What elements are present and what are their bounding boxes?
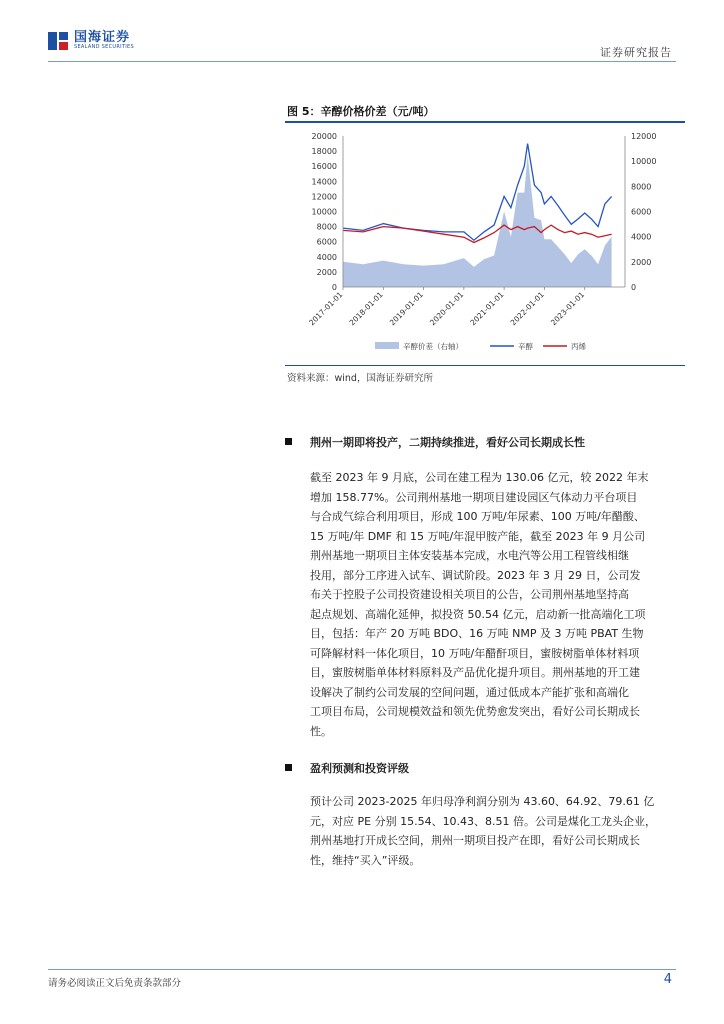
- footer-divider: [48, 969, 676, 970]
- octanol-line-series: [343, 144, 612, 241]
- figure-source: 资料来源：wind，国海证券研究所: [287, 373, 433, 384]
- company-logo: [48, 30, 134, 52]
- octanol-price-chart: [285, 124, 685, 364]
- figure-bottom-rule: [285, 365, 685, 366]
- x-tick-label: 2018-01-01: [347, 290, 385, 328]
- y-left-tick-label: 10000: [311, 207, 337, 217]
- x-tick-label: 2017-01-01: [307, 290, 345, 328]
- section-heading: 荆州一期即将投产，二期持续推进，看好公司长期成长性: [310, 436, 585, 449]
- spread-area-series: [343, 155, 612, 287]
- legend-swatch-spread: [375, 342, 399, 349]
- legend-label-propylene: 丙烯: [571, 342, 586, 351]
- legend-label-spread: 辛醇价差（右轴）: [403, 342, 463, 351]
- section-bullet-icon: [285, 764, 292, 771]
- paragraph-line: 设解决了制约公司发展的空间问题，通过低成本产能扩张和高端化: [310, 685, 629, 699]
- paragraph-line: 截至 2023 年 9 月底，公司在建工程为 130.06 亿元，较 2022 年末: [310, 471, 649, 484]
- page-number: 4: [663, 972, 672, 987]
- y-right-tick-label: 2000: [631, 257, 652, 267]
- paragraph-line: 可降解材料一体化项目，10 万吨/年醋酐项目，蜜胺树脂单体材料项: [310, 646, 640, 660]
- y-left-tick-label: 16000: [311, 162, 337, 172]
- paragraph-line: 投用，部分工序进入试车、调试阶段。2023 年 3 月 29 日，公司发: [310, 568, 641, 582]
- paragraph-line: 元，对应 PE 分别 15.54、10.43、8.51 倍。公司是煤化工龙头企业，: [310, 814, 657, 828]
- paragraph-line: 起点规划、高端化延伸，拟投资 50.54 亿元，启动新一批高端化工项: [310, 607, 646, 621]
- y-left-tick-label: 8000: [316, 222, 337, 232]
- y-left-tick-label: 4000: [316, 252, 337, 262]
- header-divider: [48, 61, 676, 62]
- page-header: [0, 0, 724, 64]
- paragraph-line: 性。: [310, 724, 332, 738]
- x-tick-label: 2022-01-01: [508, 290, 546, 328]
- legend-label-octanol: 辛醇: [518, 342, 533, 351]
- y-right-tick-label: 4000: [631, 232, 652, 242]
- paragraph-line: 荆州基地打开成长空间，荆州一期项目投产在即，看好公司长期成长: [310, 834, 640, 847]
- footer-disclaimer: 请务必阅读正文后免责条款部分: [48, 978, 182, 989]
- paragraph-line: 增加 158.77%。公司荆州基地一期项目建设园区气体动力平台项目: [310, 490, 638, 504]
- logo-icon: [48, 30, 70, 52]
- y-left-tick-label: 14000: [311, 177, 337, 187]
- logo-text-en: SEALAND SECURITIES: [74, 44, 134, 50]
- figure-top-rule: [285, 121, 685, 123]
- y-right-tick-label: 8000: [631, 182, 652, 192]
- propylene-line-series: [343, 225, 612, 242]
- y-right-tick-label: 12000: [631, 132, 657, 141]
- paragraph-line: 荆州基地一期项目主体安装基本完成，水电汽等公用工程管线相继: [310, 549, 629, 562]
- y-left-tick-label: 0: [331, 283, 337, 292]
- section-heading: 盈利预测和投资评级: [310, 762, 409, 775]
- paragraph-line: 目，蜜胺树脂单体材料原料及产品优化提升项目。荆州基地的开工建: [310, 666, 640, 679]
- section-bullet-icon: [285, 438, 292, 445]
- paragraph-line: 与合成气综合利用项目，形成 100 万吨/年尿素、100 万吨/年醋酸、: [310, 510, 645, 523]
- paragraph-line: 工项目布局，公司规模效益和领先优势愈发突出，看好公司长期成长: [310, 705, 640, 718]
- paragraph-line: 预计公司 2023-2025 年归母净利润分别为 43.60、64.92、79.61 亿: [310, 795, 655, 808]
- paragraph-line: 布关于控股子公司投资建设相关项目的公告，公司荆州基地坚持高: [310, 588, 629, 601]
- section-paragraph: [310, 792, 686, 870]
- y-right-tick-label: 0: [631, 283, 637, 292]
- paragraph-line: 性，维持“买入”评级。: [310, 853, 421, 867]
- y-right-tick-label: 10000: [631, 157, 657, 167]
- section-paragraph: [310, 468, 686, 741]
- paragraph-line: 15 万吨/年 DMF 和 15 万吨/年混甲胺产能，截至 2023 年 9 月公司: [310, 529, 646, 543]
- x-tick-label: 2021-01-01: [468, 290, 506, 328]
- x-tick-label: 2020-01-01: [428, 290, 466, 328]
- figure-title: 图 5：辛醇价格价差（元/吨）: [287, 105, 435, 118]
- y-left-tick-label: 20000: [311, 132, 337, 141]
- y-right-tick-label: 6000: [631, 207, 652, 217]
- y-left-tick-label: 2000: [316, 267, 337, 277]
- y-left-tick-label: 6000: [316, 237, 337, 247]
- logo-text-cn: 国海证券: [74, 30, 131, 45]
- x-tick-label: 2023-01-01: [548, 290, 587, 328]
- y-left-tick-label: 18000: [311, 147, 337, 157]
- y-left-tick-label: 12000: [311, 192, 337, 202]
- x-tick-label: 2019-01-01: [387, 290, 425, 328]
- paragraph-line: 目，包括：年产 20 万吨 BDO、16 万吨 NMP 及 3 万吨 PBAT 生物: [310, 627, 644, 640]
- doc-type-label: 证券研究报告: [600, 46, 672, 59]
